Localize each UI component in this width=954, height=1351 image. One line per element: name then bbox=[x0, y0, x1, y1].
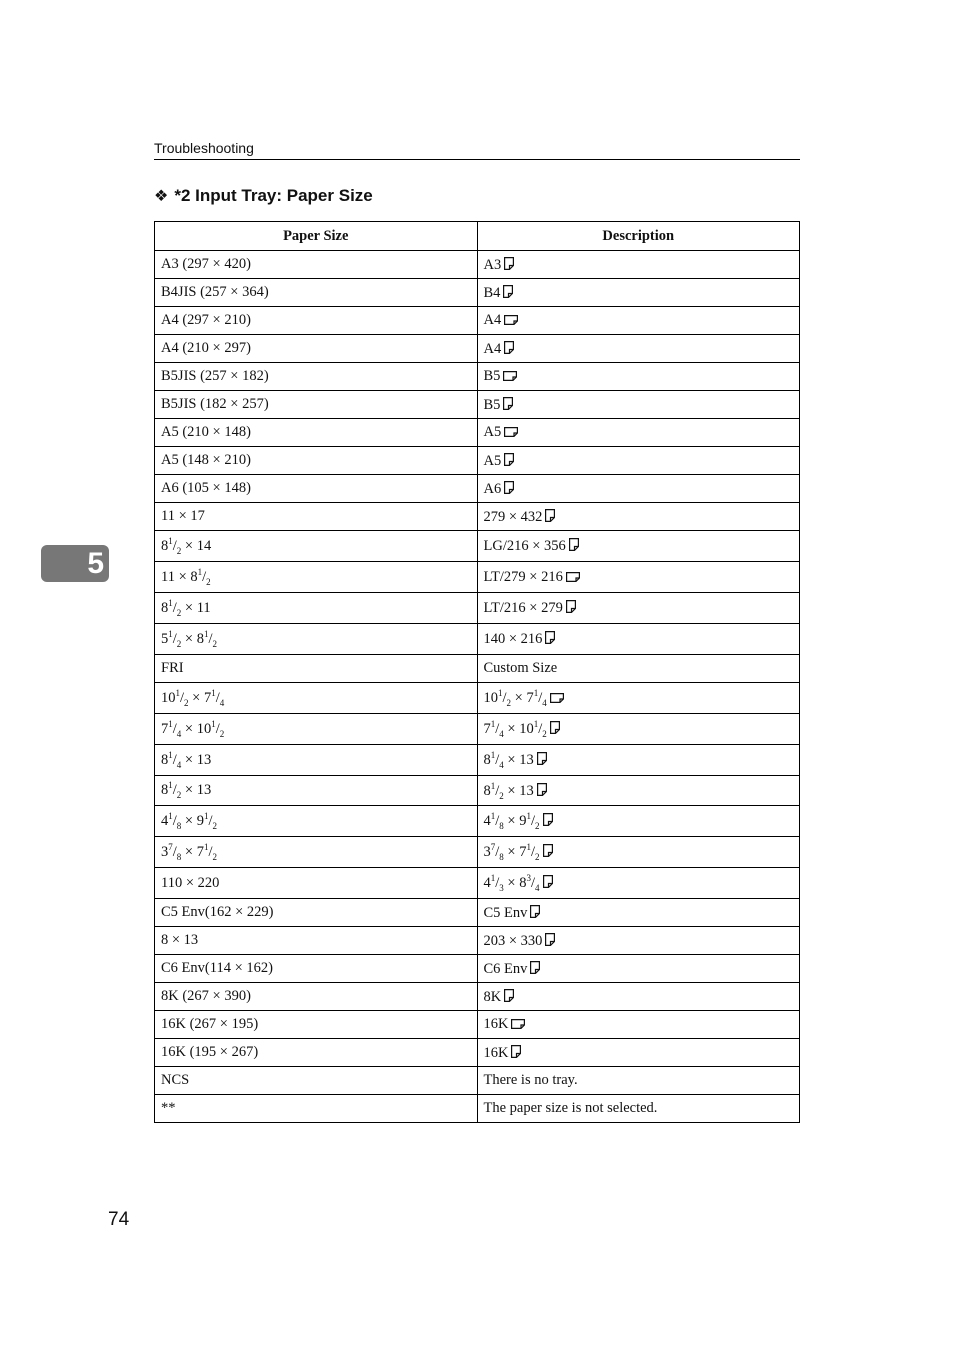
paper-size-cell: ** bbox=[155, 1095, 478, 1123]
table-row bbox=[155, 655, 800, 683]
table-row bbox=[155, 531, 800, 562]
table-header-row bbox=[155, 222, 800, 251]
paper-size-cell: C5 Env(162 × 229) bbox=[155, 899, 478, 927]
table-row bbox=[155, 983, 800, 1011]
page-number: 74 bbox=[108, 1209, 130, 1230]
description-cell: A4 bbox=[477, 335, 800, 363]
description-cell: A3 bbox=[477, 251, 800, 279]
table-body bbox=[155, 251, 800, 1123]
table-row bbox=[155, 837, 800, 868]
table-row bbox=[155, 868, 800, 899]
table-row bbox=[155, 714, 800, 745]
table-row bbox=[155, 955, 800, 983]
table-row bbox=[155, 279, 800, 307]
paper-size-cell: C6 Env(114 × 162) bbox=[155, 955, 478, 983]
paper-size-cell: B4JIS (257 × 364) bbox=[155, 279, 478, 307]
table-row bbox=[155, 307, 800, 335]
table-row bbox=[155, 776, 800, 806]
description-cell: C6 Env bbox=[477, 955, 800, 983]
portrait-paper-icon bbox=[504, 341, 514, 354]
description-cell: LT/216 × 279 bbox=[477, 593, 800, 624]
description-cell: 203 × 330 bbox=[477, 927, 800, 955]
description-cell: LG/216 × 356 bbox=[477, 531, 800, 562]
paper-size-cell: $7^1/_4 \times 10^1/_2$ bbox=[155, 714, 478, 745]
table-row bbox=[155, 363, 800, 391]
column-header-description: Description bbox=[477, 222, 800, 251]
paper-size-cell: B5JIS (257 × 182) bbox=[155, 363, 478, 391]
table-row bbox=[155, 447, 800, 475]
paper-size-cell: 8K (267 × 390) bbox=[155, 983, 478, 1011]
description-cell: $3^7/_8 \times 7^1/_2$ bbox=[477, 837, 800, 868]
table-row bbox=[155, 335, 800, 363]
paper-size-cell: 11 × 17 bbox=[155, 503, 478, 531]
portrait-paper-icon bbox=[504, 989, 514, 1002]
description-cell: A4 bbox=[477, 307, 800, 335]
description-cell: There is no tray. bbox=[477, 1067, 800, 1095]
portrait-paper-icon bbox=[543, 813, 553, 826]
paper-size-cell: 16K (195 × 267) bbox=[155, 1039, 478, 1067]
landscape-paper-icon bbox=[503, 371, 517, 381]
portrait-paper-icon bbox=[550, 721, 560, 734]
description-cell: $4^1/_8 \times 9^1/_2$ bbox=[477, 806, 800, 837]
table-row bbox=[155, 1067, 800, 1095]
paper-size-cell: NCS bbox=[155, 1067, 478, 1095]
section-title-text: *2 Input Tray: Paper Size bbox=[174, 186, 373, 205]
table-row bbox=[155, 927, 800, 955]
table-row bbox=[155, 593, 800, 624]
description-cell: $10^1/_2 \times 7^1/_4$ bbox=[477, 683, 800, 714]
portrait-paper-icon bbox=[504, 257, 514, 270]
paper-size-cell: A6 (105 × 148) bbox=[155, 475, 478, 503]
description-cell: B4 bbox=[477, 279, 800, 307]
portrait-paper-icon bbox=[530, 905, 540, 918]
landscape-paper-icon bbox=[511, 1019, 525, 1029]
portrait-paper-icon bbox=[537, 752, 547, 765]
paper-size-cell: 8 × 13 bbox=[155, 927, 478, 955]
description-cell: $8^1/_2 \times 13$ bbox=[477, 776, 800, 806]
landscape-paper-icon bbox=[504, 315, 518, 325]
paper-size-cell: B5JIS (182 × 257) bbox=[155, 391, 478, 419]
paper-size-cell: $8^1/_2 \times 13$ bbox=[155, 776, 478, 806]
table-row bbox=[155, 806, 800, 837]
description-cell: 16K bbox=[477, 1011, 800, 1039]
description-cell: B5 bbox=[477, 391, 800, 419]
description-cell: $4^1/_3 \times 8^3/_4$ bbox=[477, 868, 800, 899]
portrait-paper-icon bbox=[537, 783, 547, 796]
table-row bbox=[155, 251, 800, 279]
table-row bbox=[155, 745, 800, 776]
paper-size-cell: $8^1/_2 \times 11$ bbox=[155, 593, 478, 624]
portrait-paper-icon bbox=[504, 481, 514, 494]
description-cell: 279 × 432 bbox=[477, 503, 800, 531]
table-row bbox=[155, 683, 800, 714]
description-cell: 8K bbox=[477, 983, 800, 1011]
chapter-tab: 5 bbox=[41, 545, 109, 582]
paper-size-cell: $8^1/_4 \times 13$ bbox=[155, 745, 478, 776]
paper-size-cell: $8^1/_2 \times 14$ bbox=[155, 531, 478, 562]
description-cell: 16K bbox=[477, 1039, 800, 1067]
section-title bbox=[154, 186, 373, 206]
table-row bbox=[155, 419, 800, 447]
paper-size-cell: 110 × 220 bbox=[155, 868, 478, 899]
paper-size-cell: $11 \times 8^1/_2$ bbox=[155, 562, 478, 593]
description-cell: 140 × 216 bbox=[477, 624, 800, 655]
description-cell: A5 bbox=[477, 447, 800, 475]
portrait-paper-icon bbox=[545, 631, 555, 644]
table-row bbox=[155, 1039, 800, 1067]
table-row bbox=[155, 503, 800, 531]
portrait-paper-icon bbox=[504, 453, 514, 466]
description-cell: LT/279 × 216 bbox=[477, 562, 800, 593]
column-header-paper-size: Paper Size bbox=[155, 222, 478, 251]
portrait-paper-icon bbox=[566, 600, 576, 613]
landscape-paper-icon bbox=[504, 427, 518, 437]
paper-size-table bbox=[154, 221, 800, 1123]
landscape-paper-icon bbox=[566, 572, 580, 582]
portrait-paper-icon bbox=[569, 538, 579, 551]
paper-size-cell: $10^1/_2 \times 7^1/_4$ bbox=[155, 683, 478, 714]
landscape-paper-icon bbox=[550, 693, 564, 703]
description-cell: C5 Env bbox=[477, 899, 800, 927]
section-name: Troubleshooting bbox=[154, 140, 254, 156]
portrait-paper-icon bbox=[503, 285, 513, 298]
paper-size-cell: $3^7/_8 \times 7^1/_2$ bbox=[155, 837, 478, 868]
portrait-paper-icon bbox=[530, 961, 540, 974]
description-cell: A5 bbox=[477, 419, 800, 447]
portrait-paper-icon bbox=[503, 397, 513, 410]
paper-size-cell: $4^1/_8 \times 9^1/_2$ bbox=[155, 806, 478, 837]
table-row bbox=[155, 391, 800, 419]
diamond-bullet-icon: ❖ bbox=[154, 188, 169, 205]
table-row bbox=[155, 1095, 800, 1123]
paper-size-cell: A4 (297 × 210) bbox=[155, 307, 478, 335]
paper-size-cell: A4 (210 × 297) bbox=[155, 335, 478, 363]
paper-size-cell: FRI bbox=[155, 655, 478, 683]
portrait-paper-icon bbox=[511, 1045, 521, 1058]
paper-size-cell: A5 (210 × 148) bbox=[155, 419, 478, 447]
running-header bbox=[154, 139, 800, 160]
description-cell: Custom Size bbox=[477, 655, 800, 683]
description-cell: The paper size is not selected. bbox=[477, 1095, 800, 1123]
paper-size-cell: A5 (148 × 210) bbox=[155, 447, 478, 475]
portrait-paper-icon bbox=[543, 844, 553, 857]
paper-size-cell: 16K (267 × 195) bbox=[155, 1011, 478, 1039]
paper-size-cell: $5^1/_2 \times 8^1/_2$ bbox=[155, 624, 478, 655]
table-row bbox=[155, 1011, 800, 1039]
portrait-paper-icon bbox=[545, 933, 555, 946]
paper-size-cell: A3 (297 × 420) bbox=[155, 251, 478, 279]
table-row bbox=[155, 562, 800, 593]
table-row bbox=[155, 475, 800, 503]
description-cell: B5 bbox=[477, 363, 800, 391]
description-cell: $7^1/_4 \times 10^1/_2$ bbox=[477, 714, 800, 745]
description-cell: $8^1/_4 \times 13$ bbox=[477, 745, 800, 776]
table-row bbox=[155, 899, 800, 927]
description-cell: A6 bbox=[477, 475, 800, 503]
portrait-paper-icon bbox=[545, 509, 555, 522]
portrait-paper-icon bbox=[543, 875, 553, 888]
table-row bbox=[155, 624, 800, 655]
